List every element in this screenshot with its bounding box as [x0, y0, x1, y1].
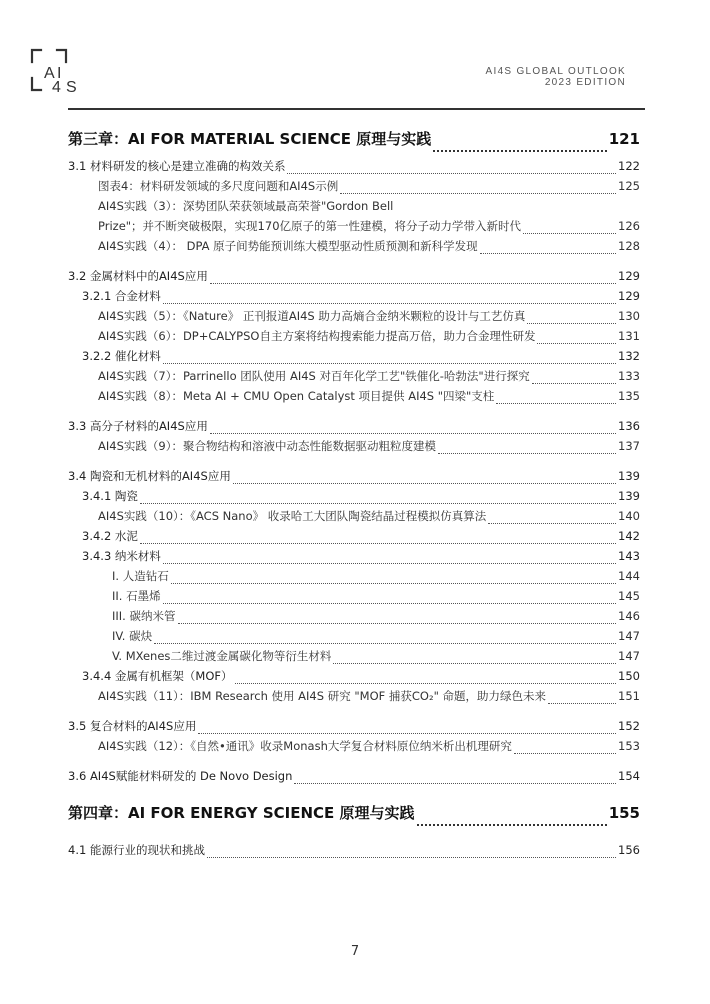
toc-title: AI4S实践（4）： DPA 原子间势能预训练大模型驱动性质预测和新科学发现 [98, 239, 478, 253]
toc-title: 图表4：材料研发领域的多尺度问题和AI4S示例 [98, 179, 339, 193]
toc-title: V. MXenes二维过渡金属碳化物等衍生材料 [112, 649, 332, 663]
dot-leader [514, 752, 616, 754]
toc-title: II. 石墨烯 [112, 589, 161, 603]
dot-leader [163, 302, 616, 304]
toc-title: 3.6 AI4S赋能材料研发的 De Novo Design [68, 769, 293, 783]
toc-title: 3.2.2 催化材料 [82, 349, 161, 363]
toc-title: 3.2 金属材料中的AI4S应用 [68, 269, 208, 283]
dot-leader [537, 342, 616, 344]
dot-leader [523, 232, 616, 234]
ai4s-logo [30, 48, 86, 94]
toc-nano-diamond[interactable] [68, 568, 640, 588]
dot-leader [163, 362, 616, 364]
toc-nano-carbyne[interactable] [68, 628, 640, 648]
table-of-contents [68, 128, 640, 862]
toc-page: 156 [618, 843, 640, 857]
toc-title: 3.4.3 纳米材料 [82, 549, 161, 563]
dot-leader [235, 682, 617, 684]
toc-practice-12[interactable] [68, 738, 640, 758]
dot-leader [171, 582, 616, 584]
toc-page: 130 [618, 309, 640, 323]
svg-text:A: A [44, 65, 55, 82]
toc-title: 4.1 能源行业的现状和挑战 [68, 843, 205, 857]
toc-page: 145 [618, 589, 640, 603]
toc-nano-graphene[interactable] [68, 588, 640, 608]
toc-figure-4[interactable] [68, 178, 640, 198]
report-header [486, 66, 626, 88]
toc-page: 129 [618, 289, 640, 303]
toc-section-3-6[interactable] [68, 768, 640, 788]
spacer [68, 788, 640, 802]
dot-leader [198, 732, 616, 734]
toc-title: 3.4.4 金属有机框架（MOF） [82, 669, 233, 683]
svg-text:S: S [66, 79, 77, 94]
toc-practice-3[interactable] [68, 218, 640, 238]
dot-leader [210, 432, 616, 434]
toc-title: IV. 碳炔 [112, 629, 153, 643]
toc-page: 139 [618, 469, 640, 483]
toc-title: I. 人造钻石 [112, 569, 169, 583]
toc-section-3-1[interactable] [68, 158, 640, 178]
dot-leader [488, 522, 616, 524]
dot-leader [527, 322, 616, 324]
toc-chapter-4[interactable] [68, 802, 640, 832]
toc-page: 143 [618, 549, 640, 563]
toc-page: 150 [618, 669, 640, 683]
toc-page: 128 [618, 239, 640, 253]
dot-leader [294, 782, 616, 784]
toc-page: 147 [618, 649, 640, 663]
dot-leader [140, 502, 616, 504]
toc-page: 133 [618, 369, 640, 383]
toc-title: 3.4.2 水泥 [82, 529, 138, 543]
spacer [68, 258, 640, 268]
toc-page: 135 [618, 389, 640, 403]
toc-page: 121 [608, 130, 640, 148]
dot-leader [496, 402, 616, 404]
spacer [68, 708, 640, 718]
toc-practice-5[interactable] [68, 308, 640, 328]
toc-section-3-4-4[interactable] [68, 668, 640, 688]
toc-title: 第四章：AI FOR ENERGY SCIENCE 原理与实践 [68, 804, 415, 822]
dot-leader [433, 149, 606, 152]
spacer [68, 408, 640, 418]
svg-text:4: 4 [52, 79, 61, 94]
toc-title: AI4S实践（6）：DP+CALYPSO自主方案将结构搜索能力提高万倍，助力合金理性研发 [98, 329, 536, 343]
dot-leader [163, 602, 616, 604]
spacer [68, 832, 640, 842]
toc-page: 142 [618, 529, 640, 543]
toc-title: 3.3 高分子材料的AI4S应用 [68, 419, 208, 433]
toc-page: 129 [618, 269, 640, 283]
toc-title: 3.1 材料研发的核心是建立准确的构效关系 [68, 159, 286, 173]
toc-section-3-4-2[interactable] [68, 528, 640, 548]
dot-leader [532, 382, 616, 384]
dot-leader [163, 562, 616, 564]
toc-section-4-1[interactable] [68, 842, 640, 862]
toc-title: AI4S实践（8）：Meta AI + CMU Open Catalyst 项目提供 AI4S "四梁"支柱 [98, 389, 495, 403]
toc-page: 154 [618, 769, 640, 783]
toc-section-3-4[interactable] [68, 468, 640, 488]
spacer [68, 758, 640, 768]
toc-title: 3.2.1 合金材料 [82, 289, 161, 303]
header-edition: 2023 EDITION [544, 77, 626, 88]
toc-nano-mxenes[interactable] [68, 648, 640, 668]
toc-page: 139 [618, 489, 640, 503]
dot-leader [548, 702, 616, 704]
toc-page: 125 [618, 179, 640, 193]
toc-section-3-5[interactable] [68, 718, 640, 738]
dot-leader [233, 482, 616, 484]
dot-leader [178, 622, 617, 624]
header-divider [68, 108, 645, 110]
toc-page: 152 [618, 719, 640, 733]
toc-practice-7[interactable] [68, 368, 640, 388]
toc-title: 3.4 陶瓷和无机材料的AI4S应用 [68, 469, 231, 483]
toc-page: 122 [618, 159, 640, 173]
toc-title: 3.5 复合材料的AI4S应用 [68, 719, 197, 733]
toc-title: 3.4.1 陶瓷 [82, 489, 138, 503]
toc-title: III. 碳纳米管 [112, 609, 176, 623]
page-number: 7 [350, 944, 360, 959]
toc-practice-8[interactable] [68, 388, 640, 408]
toc-title: Prize"；并不断突破极限，实现170亿原子的第一性建模，将分子动力学带入新时代 [98, 219, 522, 233]
dot-leader [438, 452, 616, 454]
toc-section-3-3[interactable] [68, 418, 640, 438]
toc-page: 126 [618, 219, 640, 233]
toc-section-3-2-1[interactable] [68, 288, 640, 308]
toc-practice-3-line1[interactable]: AI4S实践（3）：深势团队荣获领域最高荣誉"Gordon Bell [98, 199, 394, 213]
toc-page: 146 [618, 609, 640, 623]
toc-section-3-2-2[interactable] [68, 348, 640, 368]
toc-practice-4[interactable] [68, 238, 640, 258]
toc-practice-10[interactable] [68, 508, 640, 528]
toc-title: 第三章：AI FOR MATERIAL SCIENCE 原理与实践 [68, 130, 432, 148]
toc-page: 144 [618, 569, 640, 583]
dot-leader [417, 823, 607, 826]
dot-leader [140, 542, 616, 544]
toc-page: 136 [618, 419, 640, 433]
toc-section-3-4-3[interactable] [68, 548, 640, 568]
toc-title: AI4S实践（12）：《自然•通讯》收录Monash大学复合材料原位纳米析出机理研究 [98, 739, 512, 753]
toc-title: AI4S实践（11）：IBM Research 使用 AI4S 研究 "MOF 捕获CO₂" 命题，助力绿色未来 [98, 689, 547, 703]
toc-title: AI4S实践（10）：《ACS Nano》 收录哈工大团队陶瓷结晶过程模拟仿真算法 [98, 509, 487, 523]
spacer [68, 458, 640, 468]
dot-leader [287, 172, 616, 174]
toc-section-3-2[interactable] [68, 268, 640, 288]
toc-page: 153 [618, 739, 640, 753]
toc-page: 140 [618, 509, 640, 523]
toc-chapter-3[interactable] [68, 128, 640, 158]
toc-title: AI4S实践（5）：《Nature》 正刊报道AI4S 助力高熵合金纳米颗粒的设计与工艺仿真 [98, 309, 526, 323]
svg-text:I: I [57, 65, 62, 82]
dot-leader [333, 662, 616, 664]
toc-practice-11[interactable] [68, 688, 640, 708]
toc-page: 137 [618, 439, 640, 453]
toc-practice-9[interactable] [68, 438, 640, 458]
toc-practice-6[interactable] [68, 328, 640, 348]
dot-leader [480, 252, 616, 254]
toc-page: 147 [618, 629, 640, 643]
toc-page: 132 [618, 349, 640, 363]
toc-page: 155 [608, 804, 640, 822]
dot-leader [340, 192, 616, 194]
toc-section-3-4-1[interactable] [68, 488, 640, 508]
dot-leader [154, 642, 616, 644]
header-title: AI4S GLOBAL OUTLOOK [485, 66, 626, 77]
toc-title: AI4S实践（7）：Parrinello 团队使用 AI4S 对百年化学工艺"铁催化-哈勃法"进行探究 [98, 369, 530, 383]
toc-page: 151 [618, 689, 640, 703]
toc-page: 131 [618, 329, 640, 343]
toc-title: AI4S实践（9）：聚合物结构和溶液中动态性能数据驱动粗粒度建模 [98, 439, 436, 453]
dot-leader [207, 856, 616, 858]
dot-leader [210, 282, 616, 284]
toc-nano-carbon-tube[interactable] [68, 608, 640, 628]
